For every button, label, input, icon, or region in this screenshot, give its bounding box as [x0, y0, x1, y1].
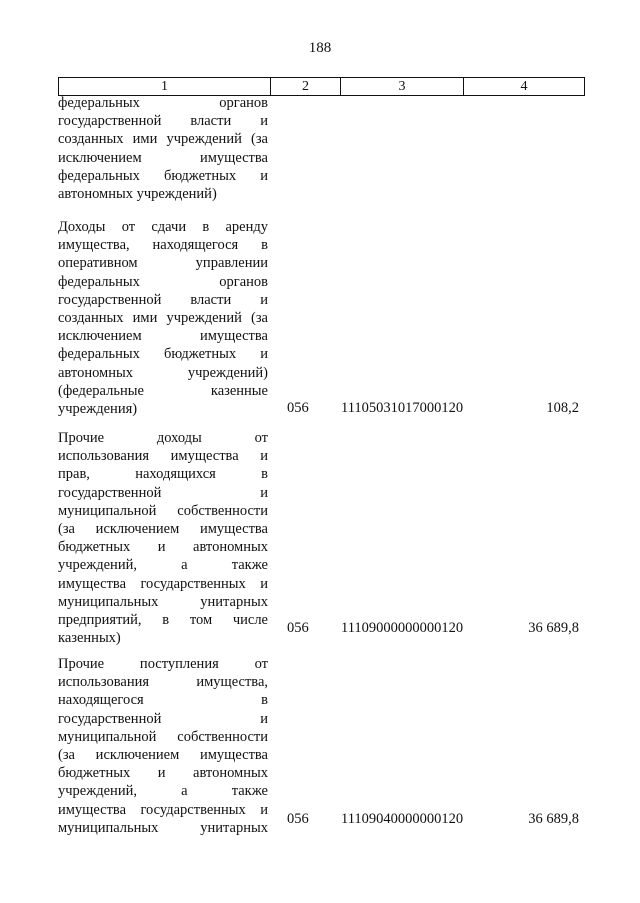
- column-2-code: 056: [287, 811, 309, 827]
- description-line: исключением имущества: [58, 328, 268, 345]
- description-line: муниципальной собственности: [58, 502, 268, 519]
- description-line: (за исключением имущества: [58, 520, 268, 537]
- description-line: предприятий, в том числе: [58, 611, 268, 628]
- description-line: (за исключением имущества: [58, 746, 268, 763]
- row-description: [58, 94, 268, 203]
- description-line: Прочие поступления от: [58, 656, 268, 672]
- description-line: учреждений, а также: [58, 783, 268, 800]
- table-row: [58, 218, 585, 418]
- description-line: созданных ими учреждений (за: [58, 131, 268, 148]
- description-line: федеральных органов: [58, 95, 268, 111]
- description-line: муниципальных унитарных: [58, 593, 268, 610]
- description-line: исключением имущества: [58, 149, 268, 166]
- page-number: 188: [308, 40, 332, 56]
- description-line: казенных): [58, 630, 121, 647]
- description-line: бюджетных и автономных: [58, 765, 268, 782]
- description-line: оперативном управлении: [58, 255, 268, 272]
- description-line: (федеральные казенные: [58, 382, 268, 399]
- table-row: [58, 94, 585, 209]
- description-line: федеральных бюджетных и: [58, 167, 268, 184]
- description-line: автономных учреждений): [58, 364, 268, 381]
- description-line: Доходы от сдачи в аренду: [58, 219, 268, 235]
- column-4-amount: 36 689,8: [528, 811, 579, 827]
- description-line: муниципальных унитарных: [58, 819, 268, 836]
- column-2-code: 056: [287, 620, 309, 636]
- description-line: учреждений, а также: [58, 557, 268, 574]
- description-line: находящегося в: [58, 692, 268, 709]
- description-line: автономных учреждений): [58, 185, 217, 202]
- column-header-2: 2: [271, 78, 341, 95]
- description-line: государственной власти и: [58, 113, 268, 130]
- column-header-4: 4: [520, 79, 528, 94]
- description-line: имущества государственных и: [58, 801, 268, 818]
- description-line: государственной и: [58, 484, 268, 501]
- description-line: использования имущества,: [58, 674, 268, 691]
- description-line: бюджетных и автономных: [58, 539, 268, 556]
- column-header-1: 1: [59, 78, 271, 95]
- table-row: [58, 655, 585, 845]
- column-4-amount: 36 689,8: [528, 620, 579, 636]
- description-line: имущества государственных и: [58, 575, 268, 592]
- description-line: федеральных органов: [58, 273, 268, 290]
- description-line: имущества, находящегося в: [58, 237, 268, 254]
- description-line: муниципальной собственности: [58, 728, 268, 745]
- description-line: федеральных бюджетных и: [58, 346, 268, 363]
- description-line: созданных ими учреждений (за: [58, 309, 268, 326]
- column-2-code: 056: [287, 400, 309, 416]
- row-description: [58, 218, 268, 418]
- description-line: государственной власти и: [58, 291, 268, 308]
- description-line: использования имущества и: [58, 448, 268, 465]
- column-3-kbk: 11105031017000120: [341, 400, 464, 416]
- column-3-kbk: 11109040000000120: [341, 811, 464, 827]
- row-description: [58, 429, 268, 647]
- row-description: [58, 655, 268, 837]
- description-line: прав, находящихся в: [58, 466, 268, 483]
- column-3-kbk: 11109000000000120: [341, 620, 464, 636]
- column-header-3: 3: [341, 78, 464, 95]
- description-line: Прочие доходы от: [58, 430, 268, 446]
- description-line: государственной и: [58, 710, 268, 727]
- table-row: [58, 429, 585, 649]
- description-line: учреждения): [58, 400, 138, 417]
- column-4-amount: 108,2: [546, 400, 579, 416]
